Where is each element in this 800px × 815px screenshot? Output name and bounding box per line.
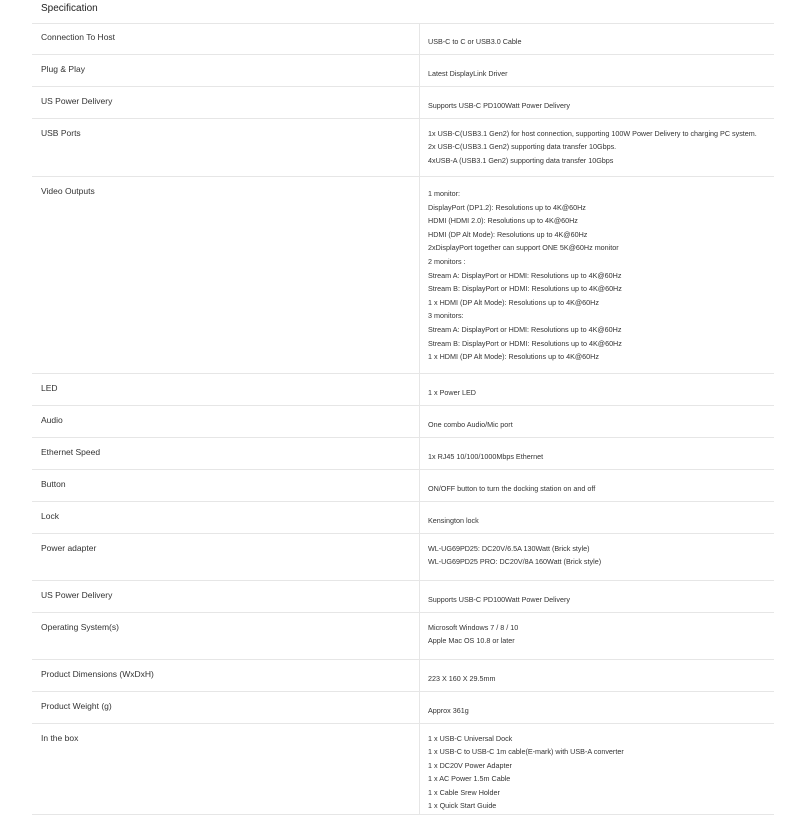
spec-value-line: WL-UG69PD25: DC20V/6.5A 130Watt (Brick style): [428, 543, 590, 553]
spec-value: [428, 514, 479, 528]
spec-row: [32, 692, 774, 724]
spec-value: [428, 99, 570, 113]
column-divider: [419, 438, 420, 469]
column-divider: [419, 502, 420, 533]
spec-value-line: 1 x Quick Start Guide: [428, 801, 497, 811]
column-divider: [419, 660, 420, 691]
spec-label: Product Dimensions (WxDxH): [41, 669, 154, 679]
spec-row: [32, 438, 774, 470]
column-divider: [419, 581, 420, 612]
spec-row: [32, 87, 774, 119]
spec-value-line: 1 x USB-C Universal Dock: [428, 733, 513, 743]
spec-label: Power adapter: [41, 543, 97, 553]
column-divider: [419, 613, 420, 659]
spec-value-line: 1 x HDMI (DP Alt Mode): Resolutions up to 4K@60Hz: [428, 352, 599, 362]
spec-label: US Power Delivery: [41, 590, 113, 600]
spec-value-line: Microsoft Windows 7 / 8 / 10: [428, 622, 519, 632]
spec-label: In the box: [41, 733, 79, 743]
spec-value-line: Apple Mac OS 10.8 or later: [428, 636, 515, 646]
spec-value-line: DisplayPort (DP1.2): Resolutions up to 4K@60Hz: [428, 202, 586, 212]
spec-value-line: USB-C to C or USB3.0 Cable: [428, 37, 522, 46]
spec-value-line: HDMI (DP Alt Mode): Resolutions up to 4K@60Hz: [428, 229, 588, 239]
spec-value: [428, 593, 570, 607]
spec-value: [428, 482, 595, 496]
spec-label: LED: [41, 383, 58, 393]
spec-value: [428, 386, 476, 400]
spec-header: [32, 0, 774, 24]
spec-value-line: 1x RJ45 10/100/1000Mbps Ethernet: [428, 452, 544, 461]
spec-row: [32, 581, 774, 613]
spec-value-line: 1 x Power LED: [428, 388, 476, 397]
spec-value-line: 2xDisplayPort together can support ONE 5K@60Hz monitor: [428, 243, 619, 253]
spec-value: [428, 542, 601, 569]
spec-value: [428, 450, 543, 464]
spec-row: [32, 23, 774, 55]
spec-value: [428, 35, 521, 49]
column-divider: [419, 470, 420, 501]
spec-row: [32, 406, 774, 438]
column-divider: [419, 374, 420, 405]
spec-row: [32, 374, 774, 406]
column-divider: [419, 119, 420, 176]
spec-value-line: Approx 361g: [428, 706, 469, 715]
spec-row: [32, 470, 774, 502]
spec-value-line: 1 x USB-C to USB-C 1m cable(E-mark) with USB-A converter: [428, 747, 624, 757]
spec-label: USB Ports: [41, 128, 81, 138]
spec-row: [32, 534, 774, 581]
column-divider: [419, 534, 420, 580]
spec-value: [428, 732, 624, 814]
spec-value-line: Stream B: DisplayPort or HDMI: Resolutions up to 4K@60Hz: [428, 338, 622, 348]
spec-value: [428, 127, 757, 168]
spec-value: [428, 704, 469, 718]
spec-value-line: Kensington lock: [428, 516, 479, 525]
spec-row: [32, 660, 774, 692]
spec-label: US Power Delivery: [41, 96, 113, 106]
spec-value-line: 2x USB-C(USB3.1 Gen2) supporting data transfer 10Gbps.: [428, 142, 617, 152]
column-divider: [419, 724, 420, 814]
spec-value-line: Stream A: DisplayPort or HDMI: Resolutions up to 4K@60Hz: [428, 324, 622, 334]
spec-value-line: 1 monitor:: [428, 189, 460, 198]
spec-row: [32, 177, 774, 374]
spec-label: Ethernet Speed: [41, 447, 101, 457]
spec-row: [32, 724, 774, 815]
spec-value-line: 1 x AC Power 1.5m Cable: [428, 774, 511, 784]
spec-value-line: 2 monitors :: [428, 256, 466, 266]
spec-value: [428, 672, 496, 686]
spec-label: Audio: [41, 415, 63, 425]
spec-value-line: WL-UG69PD25 PRO: DC20V/8A 160Watt (Brick style): [428, 557, 602, 567]
spec-row: [32, 613, 774, 660]
spec-value: [428, 418, 513, 432]
spec-value-line: 1 x HDMI (DP Alt Mode): Resolutions up to 4K@60Hz: [428, 297, 599, 307]
column-divider: [419, 406, 420, 437]
spec-value-line: 223 X 160 X 29.5mm: [428, 674, 496, 683]
spec-row: [32, 119, 774, 177]
spec-value: [428, 187, 622, 364]
column-divider: [419, 87, 420, 118]
spec-label: Button: [41, 479, 66, 489]
spec-value-line: 1x USB-C(USB3.1 Gen2) for host connection, supporting 100W Power Delivery to charging PC system.: [428, 128, 757, 138]
spec-value-line: Latest DisplayLink Driver: [428, 69, 508, 78]
spec-value-line: Supports USB-C PD100Watt Power Delivery: [428, 101, 570, 110]
spec-label: Connection To Host: [41, 32, 116, 42]
spec-label: Video Outputs: [41, 186, 95, 196]
spec-label: Product Weight (g): [41, 701, 112, 711]
column-divider: [419, 23, 420, 54]
spec-value-line: ON/OFF button to turn the docking station on and off: [428, 484, 596, 493]
spec-value: [428, 621, 518, 648]
spec-title: Specification: [41, 3, 98, 14]
spec-label: Plug & Play: [41, 64, 85, 74]
column-divider: [419, 177, 420, 373]
spec-value-line: Stream A: DisplayPort or HDMI: Resolutions up to 4K@60Hz: [428, 270, 622, 280]
spec-row: [32, 55, 774, 87]
column-divider: [419, 55, 420, 86]
spec-table: [32, 23, 774, 815]
column-divider: [419, 692, 420, 723]
spec-value: [428, 67, 508, 81]
spec-label: Operating System(s): [41, 622, 119, 632]
spec-value-line: 1 x Cable Srew Holder: [428, 787, 500, 797]
spec-row: [32, 502, 774, 534]
spec-value-line: One combo Audio/Mic port: [428, 420, 513, 429]
spec-value-line: HDMI (HDMI 2.0): Resolutions up to 4K@60Hz: [428, 216, 578, 226]
spec-value-line: 3 monitors:: [428, 311, 464, 321]
spec-value-line: 4xUSB-A (USB3.1 Gen2) supporting data transfer 10Gbps: [428, 155, 614, 165]
spec-value-line: Stream B: DisplayPort or HDMI: Resolutions up to 4K@60Hz: [428, 284, 622, 294]
spec-value-line: Supports USB-C PD100Watt Power Delivery: [428, 595, 570, 604]
spec-label: Lock: [41, 511, 59, 521]
spec-value-line: 1 x DC20V Power Adapter: [428, 760, 512, 770]
